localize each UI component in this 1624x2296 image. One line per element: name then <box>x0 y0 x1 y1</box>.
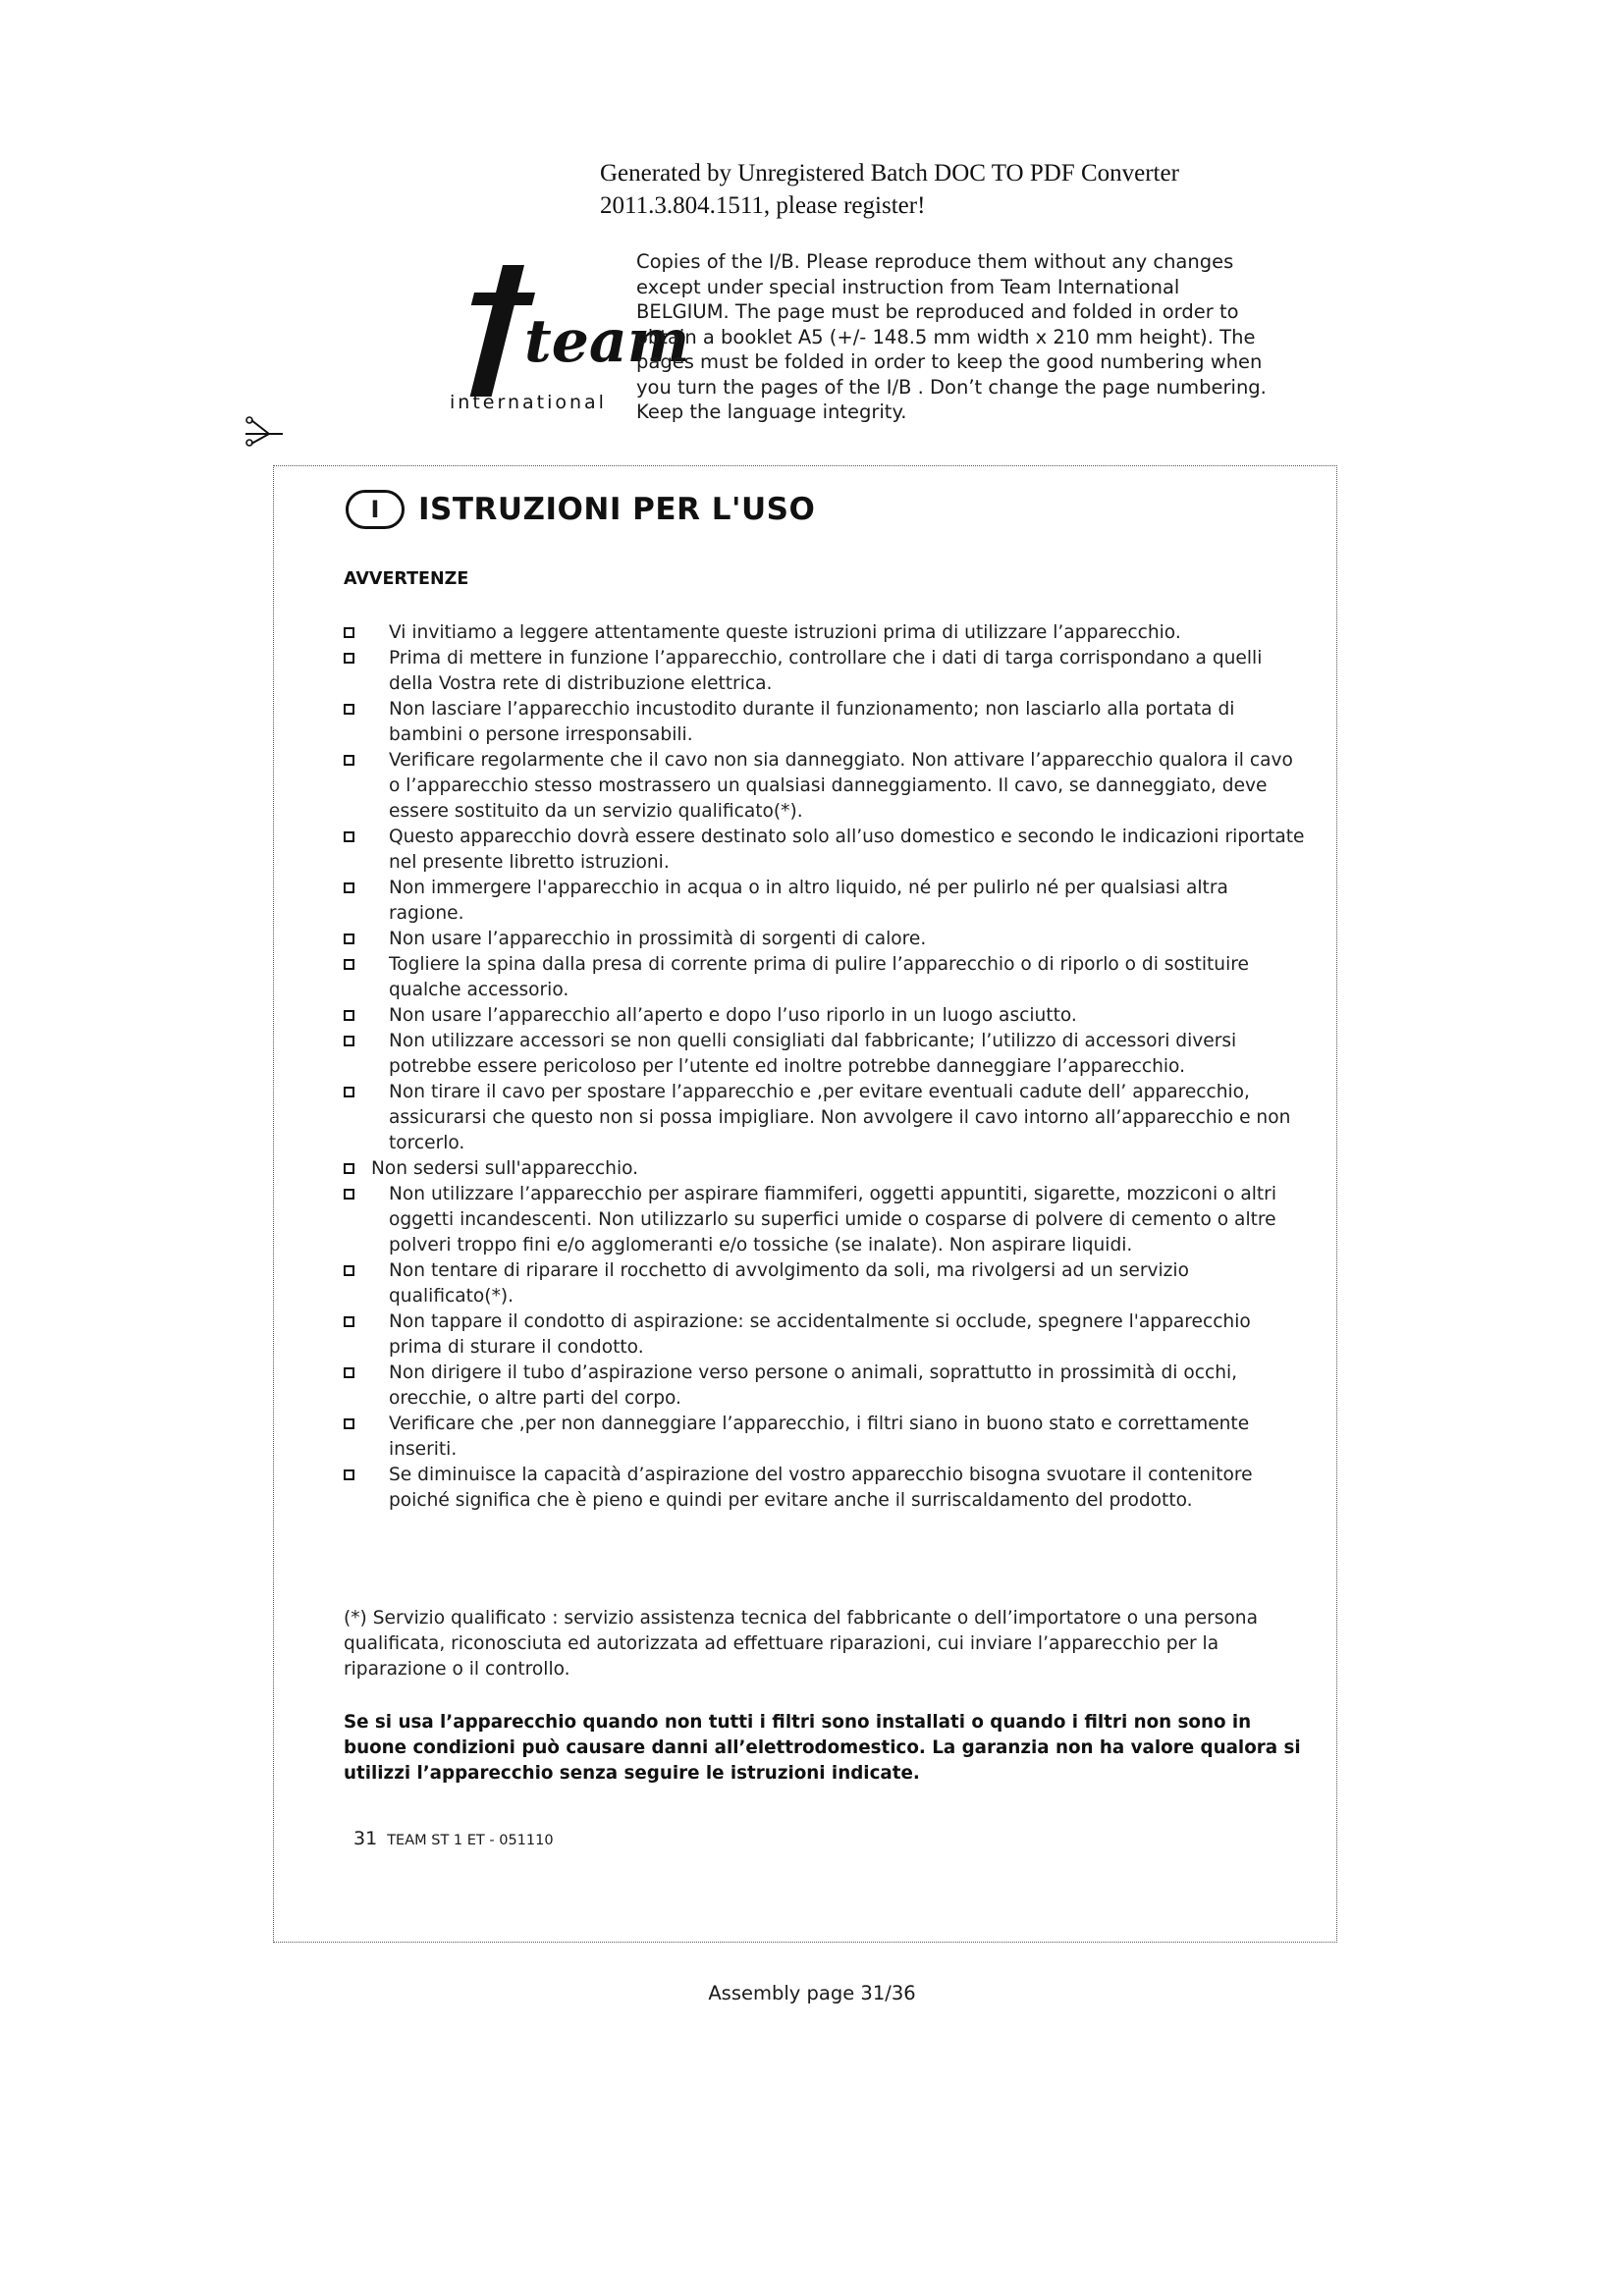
team-international-logo <box>430 265 690 422</box>
list-item: Non usare l’apparecchio all’aperto e dopo l’uso riporlo in un luogo asciutto. <box>344 1003 1306 1029</box>
section-heading: AVVERTENZE <box>344 569 469 589</box>
list-item: Non utilizzare accessori se non quelli consigliati dal fabbricante; l’utilizzo di accessori diversi potrebbe essere pericoloso per l’utente ed inoltre potrebbe danneggiare l’apparecchio. <box>344 1029 1306 1080</box>
checkbox-bullet-icon <box>344 1367 354 1378</box>
reproduction-instructions: Copies of the I/B. Please reproduce them without any changes except under special instruction from Team International BELGIUM. The page must be reproduced and folded in order to obtain a booklet A5 (+/- 148.5 mm width x 210 mm height). The pages must be folded in order to keep the good numbering when you turn the pages of the I/B . Don’t change the page numbering. Keep the language integrity. <box>636 250 1267 423</box>
page-footer <box>353 1828 554 1849</box>
list-item: Non utilizzare l’apparecchio per aspirare fiammiferi, oggetti appuntiti, sigarette, mozziconi o altri oggetti incandescenti. Non utilizzarlo su superfici umide o cosparse di polvere di cemento o altre polveri troppo fini e/o agglomeranti e/o tossiche (se inalate). Non aspirare liquidi. <box>344 1182 1306 1258</box>
checkbox-bullet-icon <box>344 1163 354 1174</box>
checkbox-bullet-icon <box>344 1316 354 1327</box>
assembly-page-label: Assembly page 31/36 <box>708 1982 916 2004</box>
list-item: Non dirigere il tubo d’aspirazione verso persone o animali, soprattutto in prossimità di occhi, orecchie, o altre parti del corpo. <box>344 1361 1306 1412</box>
list-item: Togliere la spina dalla presa di corrente prima di pulire l’apparecchio o di riporlo o di sostituire qualche accessorio. <box>344 952 1306 1003</box>
document-code: TEAM ST 1 ET - 051110 <box>387 1833 554 1848</box>
list-item: Verificare regolarmente che il cavo non sia danneggiato. Non attivare l’apparecchio qualora il cavo o l’apparecchio stesso mostrassero un qualsiasi danneggiamento. Il cavo, se danneggiato, deve essere sostituito da un servizio qualificato(*). <box>344 748 1306 825</box>
checkbox-bullet-icon <box>344 653 354 664</box>
list-item: Non immergere l'apparecchio in acqua o in altro liquido, né per pulirlo né per qualsiasi altra ragione. <box>344 876 1306 927</box>
list-item: Non usare l’apparecchio in prossimità di sorgenti di calore. <box>344 927 1306 952</box>
checkbox-bullet-icon <box>344 1010 354 1021</box>
checkbox-bullet-icon <box>344 704 354 715</box>
watermark-line-1: Generated by Unregistered Batch DOC TO PDF Converter <box>600 160 1179 187</box>
scissors-icon <box>242 416 285 446</box>
list-item: Non tappare il condotto di aspirazione: se accidentalmente si occlude, spegnere l'apparecchio prima di sturare il condotto. <box>344 1309 1306 1361</box>
warranty-note: Se si usa l’apparecchio quando non tutti i filtri sono installati o quando i filtri non sono in buone condizioni può causare danni all’elettrodomestico. La garanzia non ha valore qualora si utilizzi l’apparecchio senza seguire le istruzioni indicate. <box>344 1712 1301 1784</box>
converter-watermark <box>600 157 1346 222</box>
checkbox-bullet-icon <box>344 831 354 842</box>
checkbox-bullet-icon <box>344 1265 354 1276</box>
page-title: ISTRUZIONI PER L'USO <box>418 492 816 527</box>
checkbox-bullet-icon <box>344 1469 354 1480</box>
checkbox-bullet-icon <box>344 1087 354 1097</box>
checkbox-bullet-icon <box>344 934 354 944</box>
list-item: Non tentare di riparare il rocchetto di avvolgimento da soli, ma rivolgersi ad un servizio qualificato(*). <box>344 1258 1306 1309</box>
checkbox-bullet-icon <box>344 959 354 970</box>
list-item: Verificare che ,per non danneggiare l’apparecchio, i filtri siano in buono stato e correttamente inseriti. <box>344 1412 1306 1463</box>
watermark-line-2: 2011.3.804.1511, please register! <box>600 192 926 219</box>
service-footnote: (*) Servizio qualificato : servizio assistenza tecnica del fabbricante o dell’importatore o una persona qualificata, riconosciuta ed autorizzata ad effettuare riparazioni, cui inviare l’apparecchio per la riparazione o il controllo. <box>344 1608 1258 1680</box>
language-badge: I <box>346 490 405 529</box>
list-item: Prima di mettere in funzione l’apparecchio, controllare che i dati di targa corrispondano a quelli della Vostra rete di distribuzione elettrica. <box>344 646 1306 697</box>
title-row <box>346 485 815 534</box>
list-item: Questo apparecchio dovrà essere destinato solo all’uso domestico e secondo le indicazioni riportate nel presente libretto istruzioni. <box>344 825 1306 876</box>
logo-subtitle: international <box>450 392 607 413</box>
list-item: Vi invitiamo a leggere attentamente queste istruzioni prima di utilizzare l’apparecchio. <box>344 620 1306 646</box>
page-number: 31 <box>353 1828 378 1849</box>
list-item: Se diminuisce la capacità d’aspirazione del vostro apparecchio bisogna svuotare il contenitore poiché significa che è pieno e quindi per evitare anche il surriscaldamento del prodotto. <box>344 1463 1306 1514</box>
checkbox-bullet-icon <box>344 882 354 893</box>
checkbox-bullet-icon <box>344 627 354 638</box>
list-item: Non sedersi sull'apparecchio. <box>344 1156 1306 1182</box>
checkbox-bullet-icon <box>344 1189 354 1200</box>
list-item: Non tirare il cavo per spostare l’apparecchio e ,per evitare eventuali cadute dell’ apparecchio, assicurarsi che questo non si possa impigliare. Non avvolgere il cavo intorno all’apparecchio e non torcerlo. <box>344 1080 1306 1156</box>
logo-word: team <box>524 307 690 376</box>
checkbox-bullet-icon <box>344 755 354 766</box>
checkbox-bullet-icon <box>344 1036 354 1046</box>
checkbox-bullet-icon <box>344 1418 354 1429</box>
warnings-list <box>344 620 1306 1514</box>
list-item: Non lasciare l’apparecchio incustodito durante il funzionamento; non lasciarlo alla portata di bambini o persone irresponsabili. <box>344 697 1306 748</box>
